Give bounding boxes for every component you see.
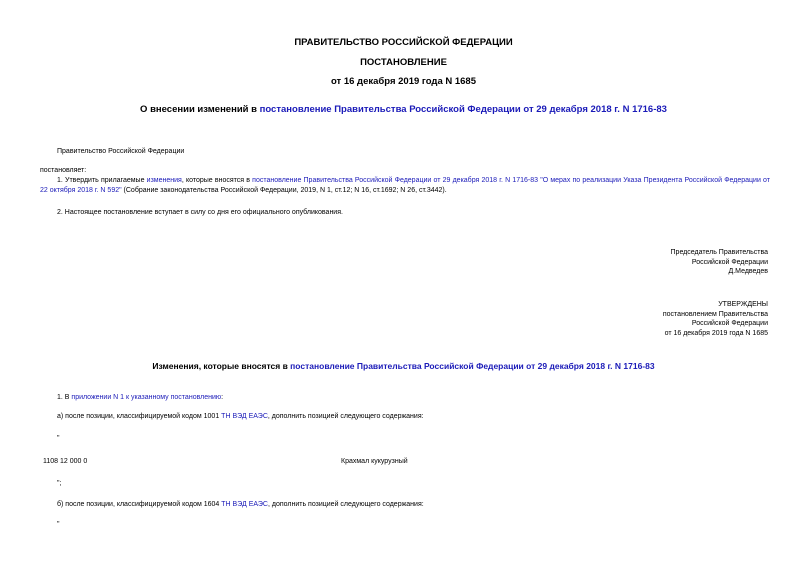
change-1-prefix: 1. В [57,394,72,401]
approved-line-3: Российской Федерации [691,320,768,327]
signature-line-1: Председатель Правительства [670,249,768,256]
quote-close-1: "; [57,480,62,487]
change-1a [57,412,424,422]
document-type: ПОСТАНОВЛЕНИЕ [360,57,447,68]
signature-line-2: Российской Федерации [691,258,768,266]
change-1-link[interactable]: приложении N 1 к указанному постановлению [71,394,222,401]
quote-open-1: " [57,435,60,442]
item-1-paragraph [40,176,770,196]
quote-open-2: " [57,521,60,528]
item-1-link-resolution[interactable]: постановление Правительства Российской Федерации от 29 декабря 2018 г. N 1716-83 "О мерах по реализации Указа Президента Российской Федерации от 22 октября 2018 г. N 592" [40,177,770,194]
preamble-issuer: Правительство Российской Федерации [57,148,185,155]
item-1-link-changes[interactable]: изменения [146,177,182,184]
item-1-middle: , которые вносятся в [181,177,253,184]
change-1b-suffix: , дополнить позицией следующего содержания: [267,501,424,508]
item-1-prefix: 1. Утвердить прилагаемые [57,177,147,184]
change-1b-link[interactable]: ТН ВЭД ЕАЭС [221,501,268,508]
signature-block [671,248,768,277]
change-1a-prefix: а) после позиции, классифицируемой кодом 1001 [57,413,222,420]
document-date: от 16 декабря 2019 года N 1685 [330,76,476,87]
change-1a-suffix: , дополнить позицией следующего содержания: [267,413,424,420]
change-1a-link[interactable]: ТН ВЭД ЕАЭС [221,413,268,420]
document-title [0,104,807,115]
changes-title-prefix: Изменения, которые вносятся в [152,361,291,371]
table-row-name: Крахмал кукурузный [341,458,408,465]
title-link[interactable]: постановление Правительства Российской Федерации от 29 декабря 2018 г. N 1716-83 [259,104,667,115]
approved-line-4: от 16 декабря 2019 года N 1685 [664,329,768,337]
changes-title [0,361,807,371]
approved-line-2: постановлением Правительства [662,310,768,318]
signature-line-3: Д.Медведев [728,268,768,275]
change-1b [57,500,424,510]
changes-title-link[interactable]: постановление Правительства Российской Федерации от 29 декабря 2018 г. N 1716-83 [290,361,655,371]
item-2-paragraph: 2. Настоящее постановление вступает в силу со дня его официального опубликования. [57,209,343,216]
change-1 [57,393,223,403]
change-1-suffix: : [221,394,224,401]
approved-block [663,300,768,338]
approved-line-1: УТВЕРЖДЕНЫ [718,301,768,308]
document-title-prefix: О внесении изменений в [140,104,260,115]
change-1b-prefix: б) после позиции, классифицируемой кодом 1604 [57,501,222,508]
preamble-resolves: постановляет: [40,167,87,174]
table-row-code: 1108 12 000 0 [43,458,88,465]
government-title: ПРАВИТЕЛЬСТВО РОССИЙСКОЙ ФЕДЕРАЦИИ [294,37,513,48]
item-1-suffix: (Собрание законодательства Российской Федерации, 2019, N 1, ст.12; N 16, ст.1692; N 26, ст.3442). [121,187,447,194]
